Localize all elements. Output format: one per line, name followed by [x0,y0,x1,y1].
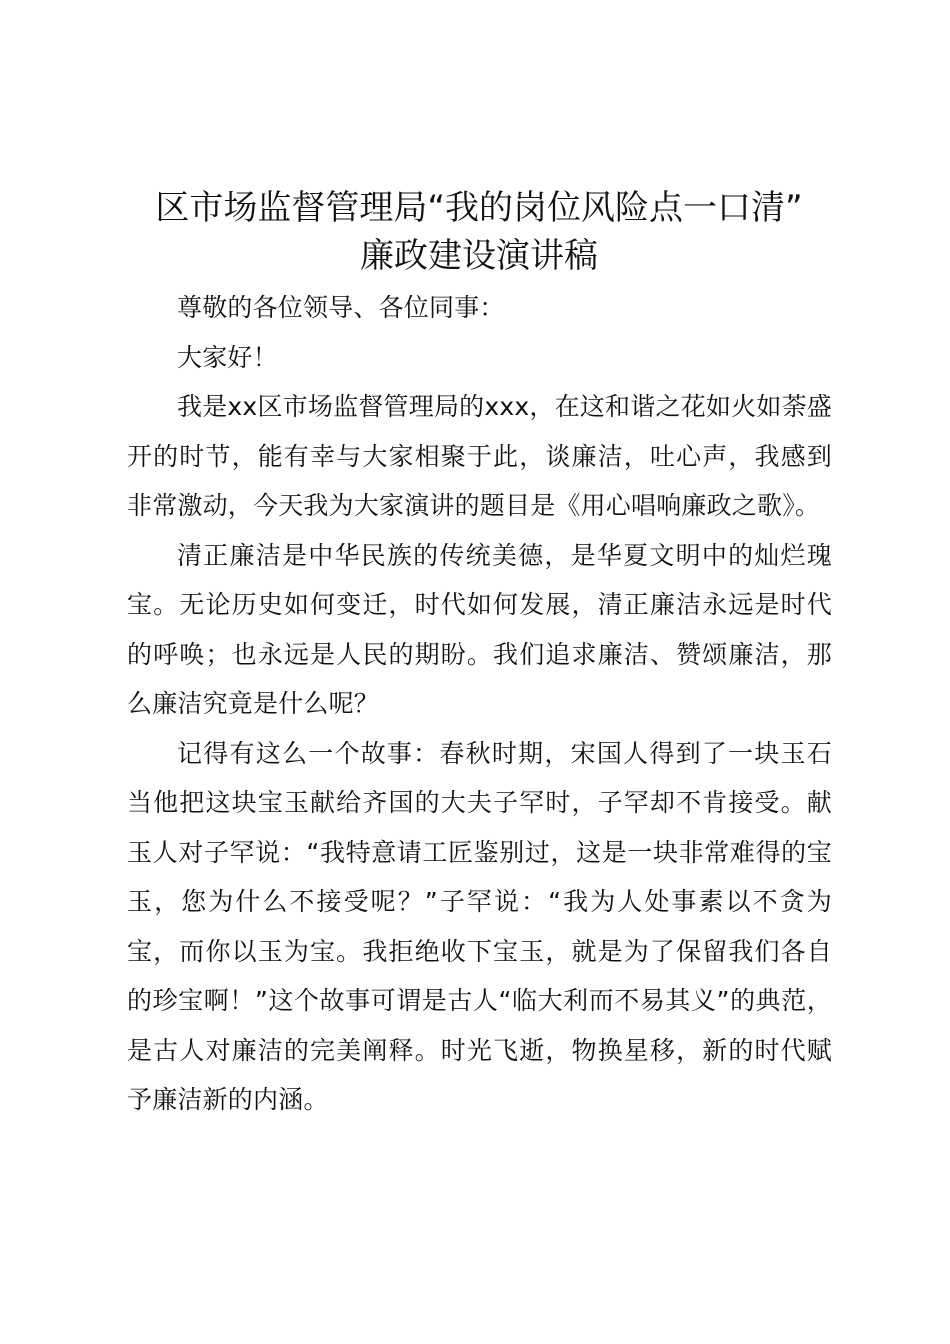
document-body [127,283,832,1125]
document-title-line-1: 区市场监督管理局“我的岗位风险点一口清” [155,188,803,228]
paragraph-salutation: 尊敬的各位领导、各位同事： [177,293,505,322]
document-title-line-2: 廉政建设演讲稿 [360,236,598,276]
paragraph-introduction: 我是xx区市场监督管理局的xxx，在这和谐之花如火如荼盛开的时节，能有幸与大家相聚于此，谈廉洁，吐心声，我感到非常激动，今天我为大家演讲的题目是《用心唱响廉政之歌》。 [127,392,832,520]
paragraph-story: 记得有这么一个故事：春秋时期，宋国人得到了一块玉石当他把这块宝玉献给齐国的大夫子罕时，子罕却不肯接受。献玉人对子罕说：“我特意请工匠鉴别过，这是一块非常难得的宝玉，您为什么不接受呢？”子罕说：“我为人处事素以不贪为宝，而你以玉为宝。我拒绝收下宝玉，就是为了保留我们各自的珍宝啊！”这个故事可谓是古人“临大利而不易其义”的典范，是古人对廉洁的完美阐释。时光飞逝，物换星移，新的时代赋予廉洁新的内涵。 [127,738,832,1114]
paragraph-integrity: 清正廉洁是中华民族的传统美德，是华夏文明中的灿烂瑰宝。无论历史如何变迁，时代如何发展，清正廉洁永远是时代的呼唤；也永远是人民的期盼。我们追求廉洁、赞颂廉洁，那么廉洁究竟是什么呢？ [127,540,832,718]
paragraph-greeting: 大家好！ [177,342,278,372]
